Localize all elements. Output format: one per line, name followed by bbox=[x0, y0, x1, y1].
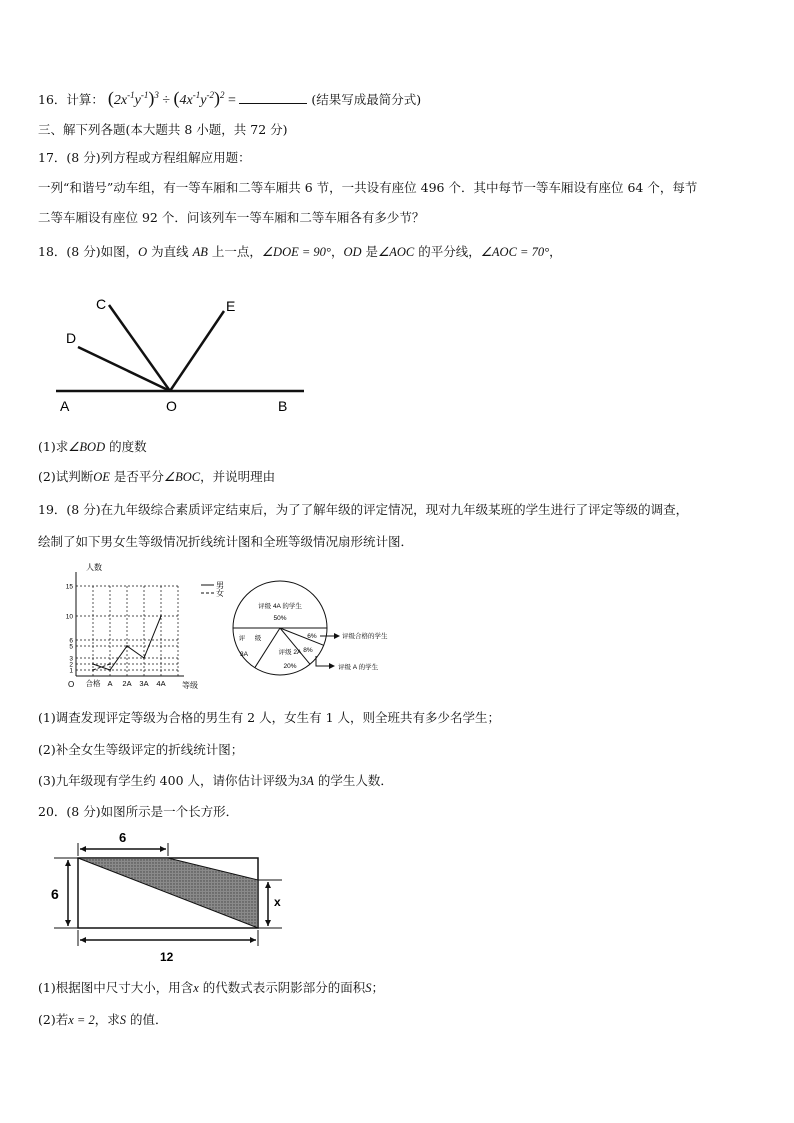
pie-value-2a: 20% bbox=[283, 663, 297, 670]
dim-top: 6 bbox=[119, 830, 127, 845]
data-point bbox=[109, 669, 111, 671]
shaded-region bbox=[78, 858, 258, 928]
pie-label-3a-part: 评 bbox=[238, 635, 246, 642]
q19-sub2: (2)补全女生等级评定的折线统计图； bbox=[38, 742, 244, 757]
y-tick-label: 6 bbox=[69, 637, 73, 645]
dim-right: x bbox=[274, 895, 281, 909]
y-tick-label: 5 bbox=[69, 643, 73, 651]
q20-sub2: (2)若x = 2，求S 的值． bbox=[38, 1012, 168, 1027]
pie-label-3a-part: 3A bbox=[240, 651, 248, 658]
ray-OD bbox=[78, 347, 170, 391]
q16-expression: $(2x^{-1}y^{-1})^3 \div (4x^{-1}y^{-2})^2$ = bbox=[107, 88, 236, 108]
y-axis-label: 人数 bbox=[86, 563, 102, 572]
rectangle-figure bbox=[44, 826, 294, 966]
data-point bbox=[92, 669, 94, 671]
q17-line-1: 一列“和谐号”动车组，有一等车厢和二等车厢共 6 节，一共设有座位 496 个．其中每节一等车厢设有座位 64 个，每节 bbox=[38, 180, 698, 195]
data-point bbox=[92, 663, 94, 665]
y-tick-label: 2 bbox=[69, 661, 73, 669]
pie-slice-boundary bbox=[255, 628, 280, 668]
callout-arrow bbox=[329, 663, 335, 669]
label-B: B bbox=[278, 398, 288, 414]
pie-value-qualified: 6% bbox=[307, 633, 317, 640]
q18-heading: 18．(8 分)如图，O 为直线 AB 上一点，∠DOE = 90°，OD 是∠AOC 的平分线，∠AOC = 70°， bbox=[38, 244, 562, 259]
q20-sub1: (1)根据图中尺寸大小，用含x 的代数式表示阴影部分的面积S； bbox=[38, 980, 385, 995]
q18-sub1: (1)求∠BOD 的度数 bbox=[38, 439, 147, 454]
y-tick-label: 1 bbox=[69, 667, 73, 675]
callout-arrow bbox=[334, 633, 340, 639]
y-tick-label: 10 bbox=[65, 613, 73, 621]
x-tick-label: 合格 bbox=[85, 679, 101, 688]
y-tick-label: 15 bbox=[65, 583, 73, 591]
question-16 bbox=[38, 88, 421, 109]
label-D: D bbox=[66, 330, 77, 346]
q16-number: 16．计算： bbox=[38, 92, 104, 107]
q19-sub3: (3)九年级现有学生约 400 人，请你估计评级为3A 的学生人数． bbox=[38, 773, 393, 788]
label-C: C bbox=[96, 296, 107, 312]
q19-sub1: (1)调查发现评定等级为合格的男生有 2 人，女生有 1 人，则全班共有多少名学生； bbox=[38, 710, 501, 725]
x-tick-label: 4A bbox=[156, 679, 166, 688]
y-tick-label: 3 bbox=[69, 655, 73, 663]
pie-label-3a-part: 级 bbox=[254, 635, 262, 642]
data-point bbox=[160, 615, 162, 617]
grade-line-chart bbox=[58, 558, 228, 693]
callout-a bbox=[316, 656, 330, 666]
q18-sub2: (2)试判断OE 是否平分∠BOC，并说明理由 bbox=[38, 469, 276, 484]
pie-value-4a: 50% bbox=[273, 615, 287, 622]
data-point bbox=[143, 657, 145, 659]
q20-heading: 20．(8 分)如图所示是一个长方形． bbox=[38, 804, 239, 819]
legend-female: 女 bbox=[216, 589, 224, 598]
ray-OC bbox=[109, 305, 170, 391]
x-tick-label: A bbox=[107, 679, 113, 688]
legend-male: 男 bbox=[216, 581, 224, 590]
x-tick-label: 3A bbox=[139, 679, 149, 688]
ray-OE bbox=[170, 311, 224, 391]
q18-angle-figure bbox=[50, 285, 320, 420]
q17-line-2: 二等车厢设有座位 92 个．问该列车一等车厢和二等车厢各有多少节？ bbox=[38, 210, 425, 225]
pie-label-2a: 评级 2A bbox=[278, 649, 302, 656]
section-3-heading: 三、解下列各题(本大题共 8 小题，共 72 分) bbox=[38, 122, 288, 137]
q19-line-1: 19．(8 分)在九年级综合素质评定结束后，为了了解年级的评定情况，现对九年级某班的学生进行了评定等级的调查， bbox=[38, 502, 689, 517]
origin-label: O bbox=[68, 680, 75, 689]
q19-line-2: 绘制了如下男女生等级情况折线统计图和全班等级情况扇形统计图． bbox=[38, 534, 414, 549]
grade-pie-chart bbox=[232, 578, 422, 683]
label-A: A bbox=[60, 398, 70, 414]
data-point bbox=[126, 645, 128, 647]
pie-callout-qualified: 评级合格的学生 bbox=[342, 633, 388, 640]
data-point bbox=[109, 663, 111, 665]
label-E: E bbox=[226, 298, 236, 314]
pie-label-4a: 评级 4A 的学生 bbox=[258, 603, 302, 610]
x-tick-label: 2A bbox=[122, 679, 132, 688]
pie-value-a: 8% bbox=[303, 647, 313, 654]
dim-bottom: 12 bbox=[160, 950, 174, 964]
pie-callout-a: 评级 A 的学生 bbox=[338, 664, 379, 671]
x-axis-label: 等级 bbox=[182, 681, 198, 690]
q17-heading: 17．(8 分)列方程或方程组解应用题： bbox=[38, 150, 251, 165]
q16-tail: (结果写成最简分式) bbox=[311, 92, 422, 107]
answer-blank[interactable] bbox=[239, 91, 307, 104]
label-O: O bbox=[166, 398, 177, 414]
dim-left: 6 bbox=[51, 886, 59, 902]
